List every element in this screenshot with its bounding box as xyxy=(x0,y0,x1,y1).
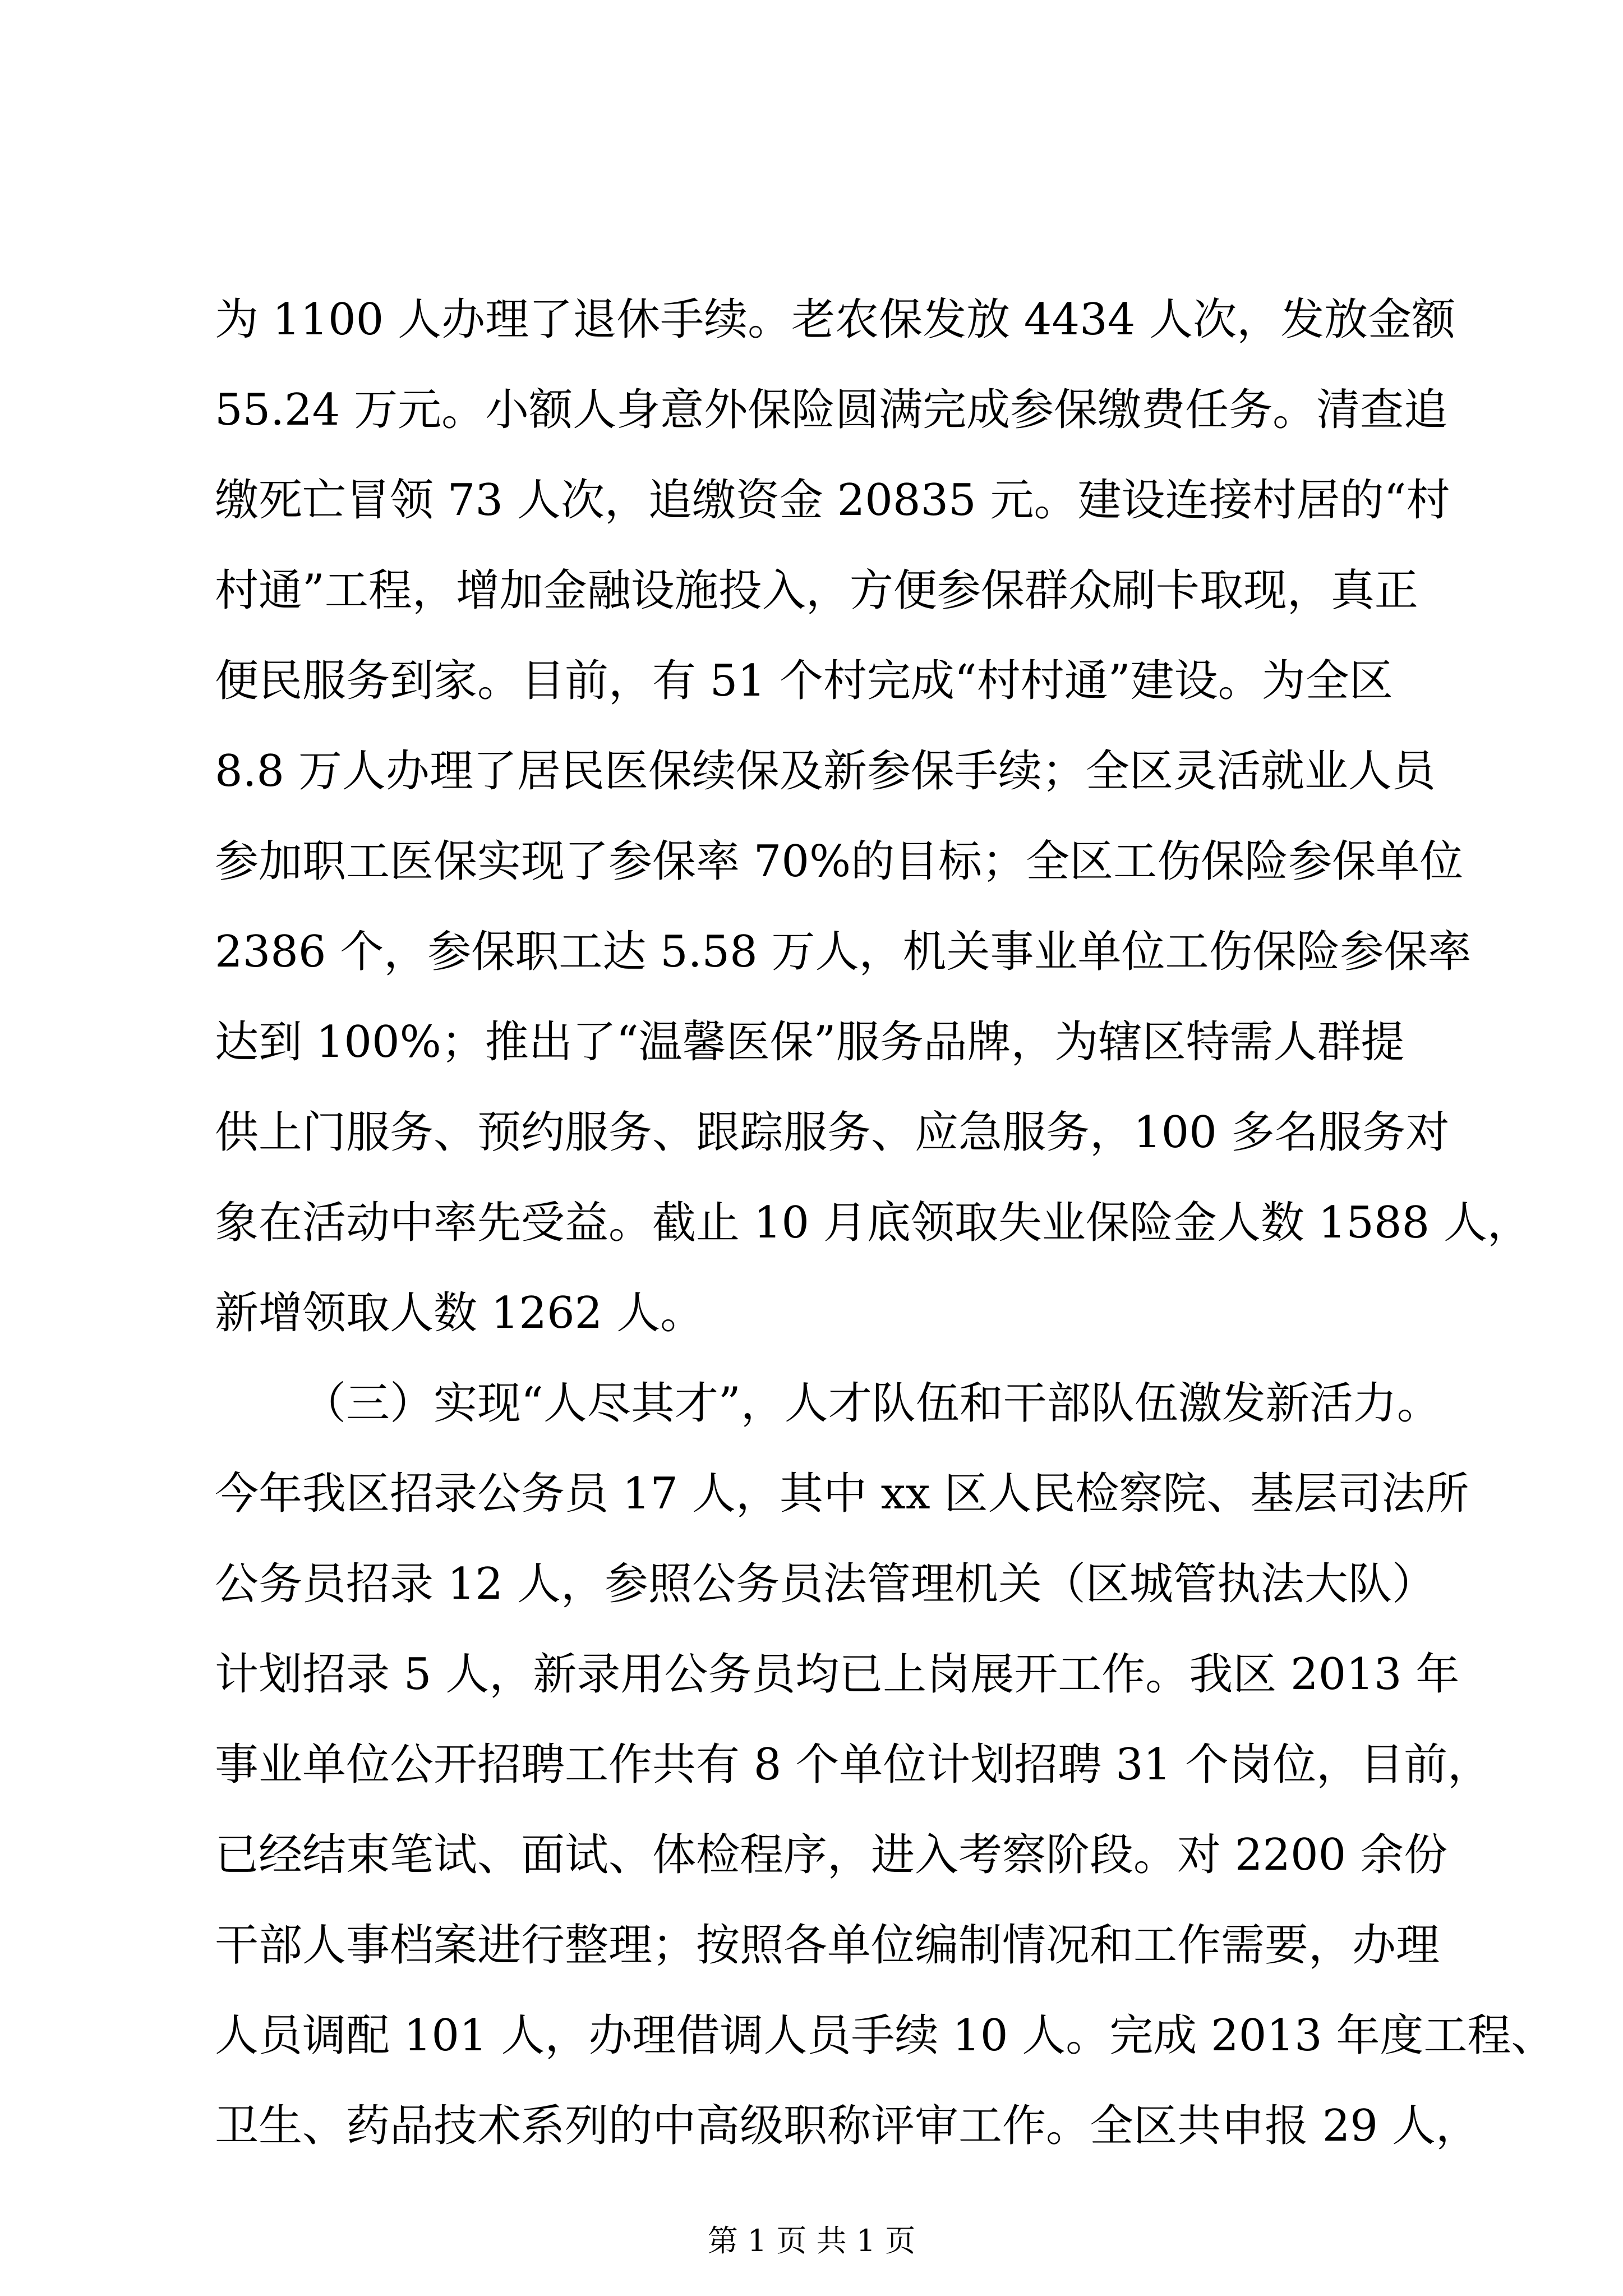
text-line: 公务员招录 12 人，参照公务员法管理机关（区城管执法大队） xyxy=(215,1559,1436,1609)
text-line: 缴死亡冒领 73 人次，追缴资金 20835 元。建设连接村居的“村 xyxy=(215,475,1450,526)
text-line: 已经结束笔试、面试、体检程序，进入考察阶段。对 2200 余份 xyxy=(215,1830,1448,1880)
text-line: 供上门服务、预约服务、跟踪服务、应急服务，100 多名服务对 xyxy=(215,1107,1450,1158)
text-line: 新增领取人数 1262 人。 xyxy=(215,1288,704,1338)
section-heading-line: （三）实现“人尽其才”，人才队伍和干部队伍激发新活力。 xyxy=(302,1378,1441,1429)
text-line: 人员调配 101 人，办理借调人员手续 10 人。完成 2013 年度工程、 xyxy=(215,2010,1555,2061)
text-line: 8.8 万人办理了居民医保续保及新参保手续；全区灵活就业人员 xyxy=(215,746,1436,797)
text-line: 干部人事档案进行整理；按照各单位编制情况和工作需要，办理 xyxy=(215,1920,1440,1971)
text-line: 参加职工医保实现了参保率 70%的目标；全区工伤保险参保单位 xyxy=(215,836,1464,887)
text-line: 今年我区招录公务员 17 人，其中 xx 区人民检察院、基层司法所 xyxy=(215,1469,1469,1519)
text-line: 为 1100 人办理了退休手续。老农保发放 4434 人次，发放金额 xyxy=(215,295,1456,345)
text-line: 卫生、药品技术系列的中高级职称评审工作。全区共申报 29 人， xyxy=(215,2101,1479,2151)
text-line: 55.24 万元。小额人身意外保险圆满完成参保缴费任务。清查追 xyxy=(215,385,1448,435)
page-footer xyxy=(0,2221,1623,2261)
text-line: 达到 100%；推出了“温馨医保”服务品牌，为辖区特需人群提 xyxy=(215,1017,1405,1068)
page-number: 第 1 页 共 1 页 xyxy=(707,2223,916,2258)
text-line: 便民服务到家。目前，有 51 个村完成“村村通”建设。为全区 xyxy=(215,656,1393,706)
text-line: 计划招录 5 人，新录用公务员均已上岗展开工作。我区 2013 年 xyxy=(215,1649,1460,1700)
text-line: 村通”工程，增加金融设施投入，方便参保群众刷卡取现，真正 xyxy=(215,565,1418,616)
text-line: 事业单位公开招聘工作共有 8 个单位计划招聘 31 个岗位，目前， xyxy=(215,1740,1492,1790)
text-line: 象在活动中率先受益。截止 10 月底领取失业保险金人数 1588 人， xyxy=(215,1198,1531,1248)
text-line: 2386 个，参保职工达 5.58 万人，机关事业单位工伤保险参保率 xyxy=(215,927,1472,977)
